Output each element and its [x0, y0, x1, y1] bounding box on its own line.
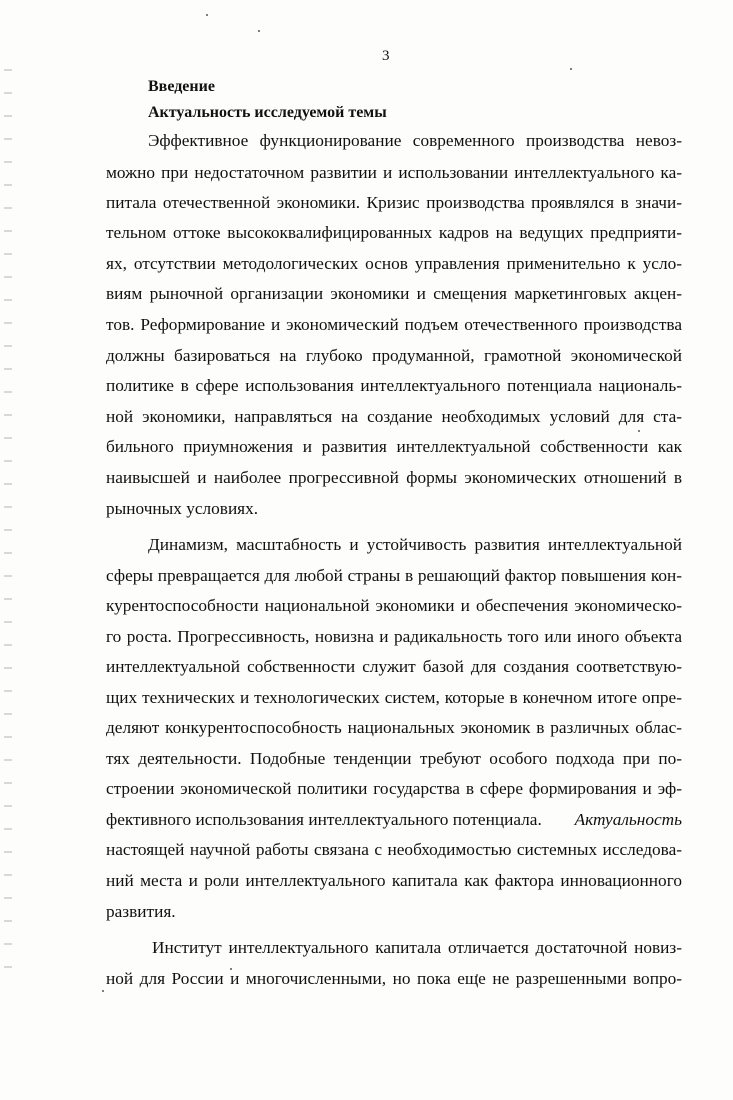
italic-term-relevance: Актуальность [574, 810, 682, 829]
text-line: тельном оттоке высококвалифицированных кадров на ведущих предприяти- [106, 223, 682, 242]
text-line: должны базироваться на глубоко продуманной, грамотной экономической [106, 346, 682, 365]
scan-speck [638, 430, 640, 432]
text-line: Институт интеллектуального капитала отличается достаточной новиз- [152, 938, 682, 957]
text-line: деляют конкурентоспособность национальных экономик в различных облас- [106, 718, 682, 737]
text-line: ной экономики, направляться на создание необходимых условий для ста- [106, 407, 682, 426]
text-line: развития. [106, 902, 176, 921]
text-line: рыночных условиях. [106, 499, 259, 518]
scan-speck [102, 990, 104, 992]
text-line: ний места и роли интеллектуального капитала как фактора инновационного [106, 871, 682, 890]
scan-edge-artifact [4, 60, 12, 980]
heading-introduction: Введение [148, 78, 215, 95]
text-line: курентоспособности национальной экономики и обеспечения экономическо- [106, 596, 682, 615]
text-line: политике в сфере использования интеллектуального потенциала националь- [106, 376, 682, 395]
text-line: можно при недостаточном развитии и использовании интеллектуального ка- [106, 163, 682, 182]
text-line: тов. Реформирование и экономический подъем отечественного производства [106, 315, 682, 334]
text-line: Эффективное функционирование современного производства невоз- [148, 131, 682, 150]
heading-relevance: Актуальность исследуемой темы [148, 104, 387, 121]
text-line: щих технических и технологических систем, которые в конечном итоге опре- [106, 688, 682, 707]
text-line: виям рыночной организации экономики и смещения маркетинговых акцен- [106, 284, 682, 303]
text-line: ной для России и многочисленными, но пока еще не разрешенными вопро- [106, 969, 682, 988]
scan-speck [258, 30, 260, 32]
text-line: ях, отсутствии методологических основ управления применительно к усло- [106, 254, 682, 273]
text-line: интеллектуальной собственности служит базой для создания соответствую- [106, 657, 682, 676]
text-line: сферы превращается для любой страны в решающий фактор повышения кон- [106, 566, 682, 585]
text-line-with-italic [106, 811, 682, 828]
scan-speck [570, 68, 572, 70]
page-number: 3 [382, 48, 390, 64]
text-line: го роста. Прогрессивность, новизна и радикальность того или иного объекта [106, 627, 682, 646]
text-line: питала отечественной экономики. Кризис производства проявлялся в значи- [106, 193, 682, 212]
scan-speck [206, 14, 208, 16]
text-line: настоящей научной работы связана с необходимостью системных исследова- [106, 840, 682, 859]
text-line: наивысшей и наиболее прогрессивной формы экономических отношений в [106, 468, 682, 487]
text-line: тях деятельности. Подобные тенденции требуют особого подхода при по- [106, 749, 682, 768]
text-line: бильного приумножения и развития интеллектуальной собственности как [106, 437, 682, 456]
text-line: строении экономической политики государства в сфере формирования и эф- [106, 779, 682, 798]
text-line: Динамизм, масштабность и устойчивость развития интеллектуальной [148, 535, 682, 554]
text-segment: фективного использования интеллектуального потенциала. [106, 810, 542, 829]
